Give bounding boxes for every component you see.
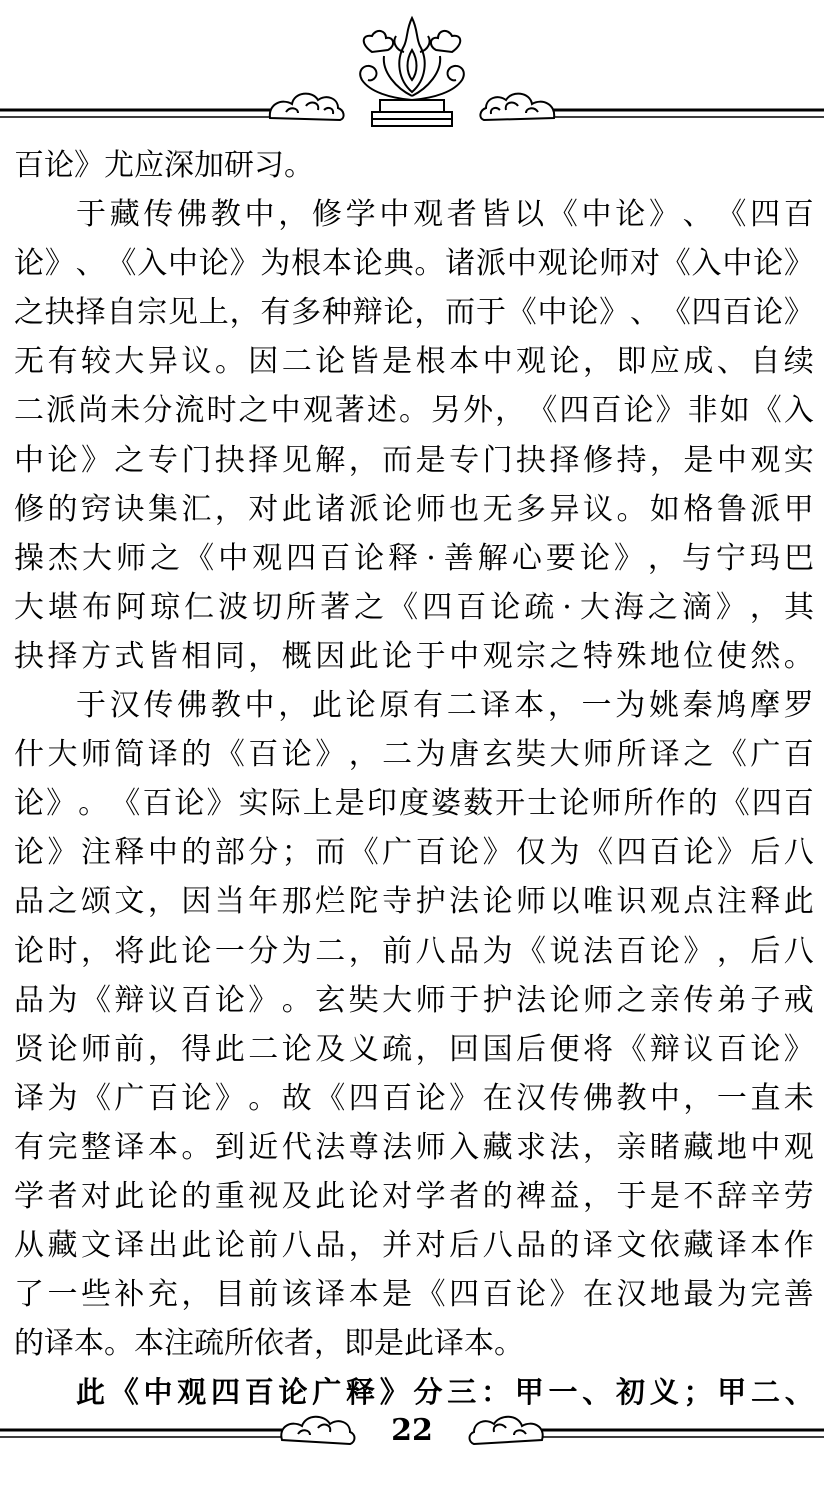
text-line: 抉 择 方 式 皆 相 同 ， 概 因 此 论 于 中 观 宗 之 特 殊 地 位 使 然 。: [14, 638, 814, 674]
text-line: 论 》 。 《 百 论 》 实 际 上 是 印 度 婆 薮 开 士 论 师 所 作 的 《 四 百: [14, 786, 814, 822]
text-line: 中 论 》 之 专 门 抉 择 见 解 ， 而 是 专 门 抉 择 修 持 ， 是 中 观 实: [14, 442, 814, 478]
lotus-vase-ornament-icon: [360, 18, 464, 126]
text-line: 大 堪 布 阿 琼 仁 波 切 所 著 之 《 四 百 论 疏 · 大 海 之 滴 》 ， 其: [14, 589, 814, 625]
text-line: 品 为 《 辩 议 百 论 》 。 玄 奘 大 师 于 护 法 论 师 之 亲 传 弟 子 戒: [14, 982, 814, 1018]
text-line: 之 抉 择 自 宗 见 上 ， 有 多 种 辩 论 ， 而 于 《 中 论 》 、 《 四 百 论 》: [14, 295, 814, 331]
page-header: [0, 0, 824, 140]
cloud-icon-right: [480, 94, 554, 120]
text-line: 此 《 中 观 四 百 论 广 释 》 分 三 ： 甲 一 、 初 义 ； 甲 二 、: [76, 1375, 814, 1410]
text-line: 了 一 些 补 充 ， 目 前 该 译 本 是 《 四 百 论 》 在 汉 地 最 为 完 善: [14, 1277, 814, 1313]
text-line: 无 有 较 大 异 议 。 因 二 论 皆 是 根 本 中 观 论 ， 即 应 成 、 自 续: [14, 344, 814, 380]
text-line: 从 藏 文 译 出 此 论 前 八 品 ， 并 对 后 八 品 的 译 文 依 藏 译 本 作: [14, 1228, 814, 1264]
text-line: 什 大 师 简 译 的 《 百 论 》 ， 二 为 唐 玄 奘 大 师 所 译 之 《 广 百: [14, 737, 814, 773]
text-line: 有 完 整 译 本 。 到 近 代 法 尊 法 师 入 藏 求 法 ， 亲 睹 藏 地 中 观: [14, 1129, 814, 1165]
text-line: 二 派 尚 未 分 流 时 之 中 观 著 述 。 另 外 ， 《 四 百 论 》 非 如 《 入: [14, 393, 814, 429]
text-line: 译 为 《 广 百 论 》 。 故 《 四 百 论 》 在 汉 传 佛 教 中 ， 一 直 未: [14, 1080, 814, 1116]
text-line: 论 时 ， 将 此 论 一 分 为 二 ， 前 八 品 为 《 说 法 百 论 》 ， 后 八: [14, 933, 814, 969]
text-line: 学 者 对 此 论 的 重 视 及 此 论 对 学 者 的 裨 益 ， 于 是 不 辞 辛 劳: [14, 1178, 814, 1214]
text-line: 于 汉 传 佛 教 中 ， 此 论 原 有 二 译 本 ， 一 为 姚 秦 鸠 摩 罗: [76, 688, 814, 724]
text-line: 贤 论 师 前 ， 得 此 二 论 及 义 疏 ， 回 国 后 便 将 《 辩 议 百 论 》: [14, 1031, 814, 1067]
cloud-icon-left: [270, 94, 344, 120]
text-line: 论 》 注 释 中 的 部 分 ； 而 《 广 百 论 》 仅 为 《 四 百 论 》 后 八: [14, 835, 814, 871]
text-line: 论 》 、 《 入 中 论 》 为 根 本 论 典 。 诸 派 中 观 论 师 对 《 入 中 论 》: [14, 246, 814, 282]
header-ornament: [0, 0, 824, 140]
text-line: 品 之 颂 文 ， 因 当 年 那 烂 陀 寺 护 法 论 师 以 唯 识 观 点 注 释 此: [14, 884, 814, 920]
text-line: 修 的 窍 诀 集 汇 ， 对 此 诸 派 论 师 也 无 多 异 议 。 如 格 鲁 派 甲: [14, 491, 814, 527]
text-line: 百论》尤应深加研习。: [14, 148, 314, 183]
text-line: 于 藏 传 佛 教 中 ， 修 学 中 观 者 皆 以 《 中 论 》 、 《 四 百: [76, 197, 814, 233]
text-line: 操 杰 大 师 之 《 中 观 四 百 论 释 · 善 解 心 要 论 》 ， 与 宁 玛 巴: [14, 540, 814, 576]
page-number: 22: [391, 1413, 433, 1448]
text-line: 的译本。本注疏所依者，即是此译本。: [14, 1326, 524, 1362]
body-text: [14, 141, 814, 1417]
